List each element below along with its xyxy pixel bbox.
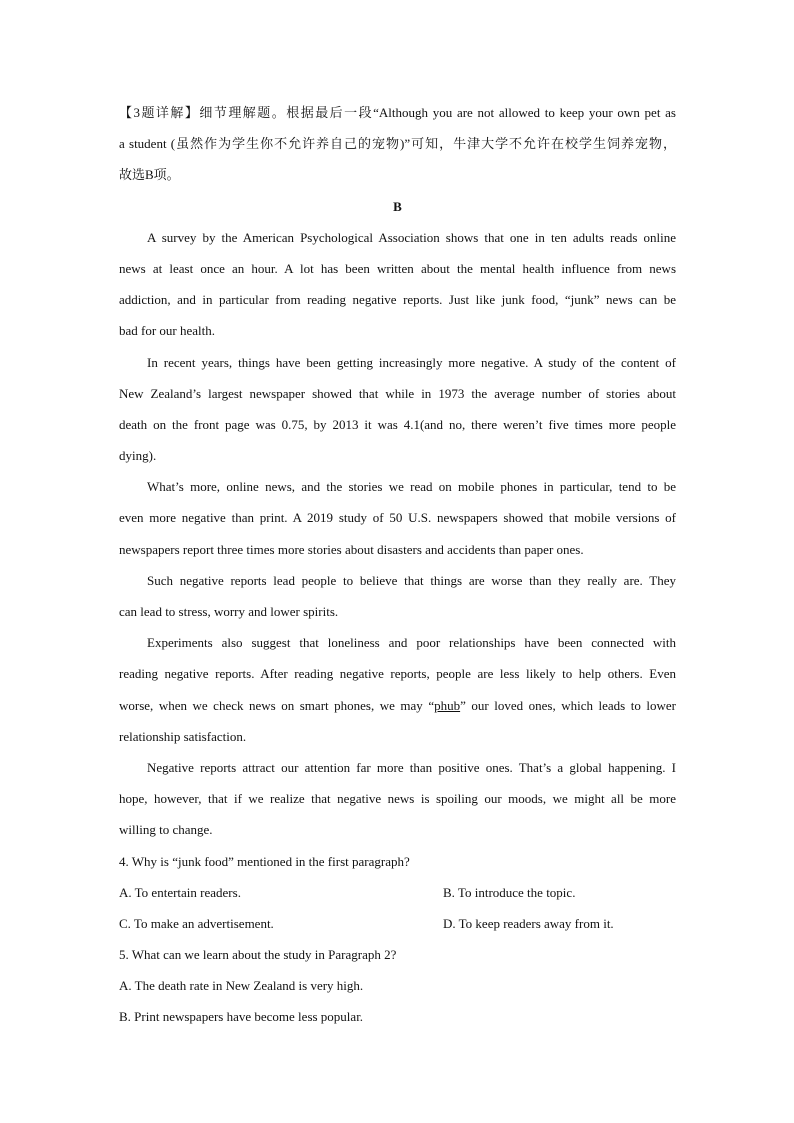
- paragraph-2: [119, 347, 676, 472]
- text-line: reading negative reports. After reading negative reports, people are less likely to help others. Even: [119, 666, 676, 682]
- question-stem: 5. What can we learn about the study in Paragraph 2?: [119, 947, 397, 963]
- text-line: even more negative than print. A 2019 study of 50 U.S. newspapers showed that mobile versions of: [119, 510, 676, 526]
- text-line: New Zealand’s largest newspaper showed that while in 1973 the average number of stories about: [119, 385, 676, 401]
- question-4: [119, 846, 676, 940]
- text-line: What’s more, online news, and the stories we read on mobile phones in particular, tend to be: [147, 479, 676, 495]
- text-line: news at least once an hour. A lot has been written about the mental health influence from news: [119, 260, 676, 276]
- text-line: A survey by the American Psychological Association shows that one in ten adults reads online: [147, 229, 676, 245]
- option-b: B. To introduce the topic.: [443, 884, 576, 900]
- option-a: A. To entertain readers.: [119, 884, 241, 900]
- option-b: B. Print newspapers have become less popular.: [119, 1009, 364, 1025]
- option-d: D. To keep readers away from it.: [443, 915, 614, 931]
- text-line: Negative reports attract our attention far more than positive ones. That’s a global happening. I: [147, 759, 676, 775]
- text-fragment: worse, when we check news on smart phones, we may “: [119, 697, 435, 713]
- options-row: [119, 877, 676, 908]
- text-line: addiction, and in particular from reading negative reports. Just like junk food, “junk” news can be: [119, 292, 676, 308]
- answer-explanation-3: [119, 97, 676, 191]
- paragraph-4: [119, 565, 676, 627]
- paragraph-5: [119, 627, 676, 752]
- text-line: willing to change.: [119, 822, 213, 838]
- document-page: [119, 97, 676, 1033]
- text-line: 【3题详解】细节理解题。根据最后一段“Although you are not allowed to keep your own pet as: [119, 105, 676, 120]
- text-line: death on the front page was 0.75, by 2013 it was 4.1(and no, there weren’t five times more people: [119, 416, 676, 432]
- text-line: a student (虽然作为学生你不允许养自己的宠物)”可知，牛津大学不允许在校学生饲养宠物，: [119, 136, 676, 152]
- text-line: can lead to stress, worry and lower spirits.: [119, 604, 339, 619]
- text-line: Such negative reports lead people to believe that things are worse than they really are. They: [147, 572, 676, 588]
- option-c: C. To make an advertisement.: [119, 915, 274, 931]
- text-line: dying).: [119, 448, 157, 464]
- text-line: hope, however, that if we realize that negative news is spoiling our moods, we might all be more: [119, 791, 676, 807]
- text-line: bad for our health.: [119, 323, 216, 339]
- option-a: A. The death rate in New Zealand is very high.: [119, 978, 364, 994]
- text-line: [119, 690, 676, 721]
- paragraph-1: [119, 222, 676, 347]
- text-fragment: ” our loved ones, which leads to lower: [460, 697, 676, 713]
- options-row: [119, 908, 676, 939]
- text-line: Experiments also suggest that loneliness and poor relationships have been connected with: [147, 635, 676, 651]
- text-line: 故选B项。: [119, 167, 180, 183]
- paragraph-3: [119, 471, 676, 565]
- text-line: newspapers report three times more stories about disasters and accidents than paper ones.: [119, 541, 584, 557]
- question-5: [119, 939, 676, 1033]
- text-line: In recent years, things have been getting increasingly more negative. A study of the content of: [147, 354, 676, 370]
- underlined-word: phub: [434, 697, 461, 713]
- question-stem: 4. Why is “junk food” mentioned in the first paragraph?: [119, 853, 410, 869]
- text-line: relationship satisfaction.: [119, 728, 247, 744]
- paragraph-6: [119, 752, 676, 846]
- section-heading: B: [393, 198, 402, 214]
